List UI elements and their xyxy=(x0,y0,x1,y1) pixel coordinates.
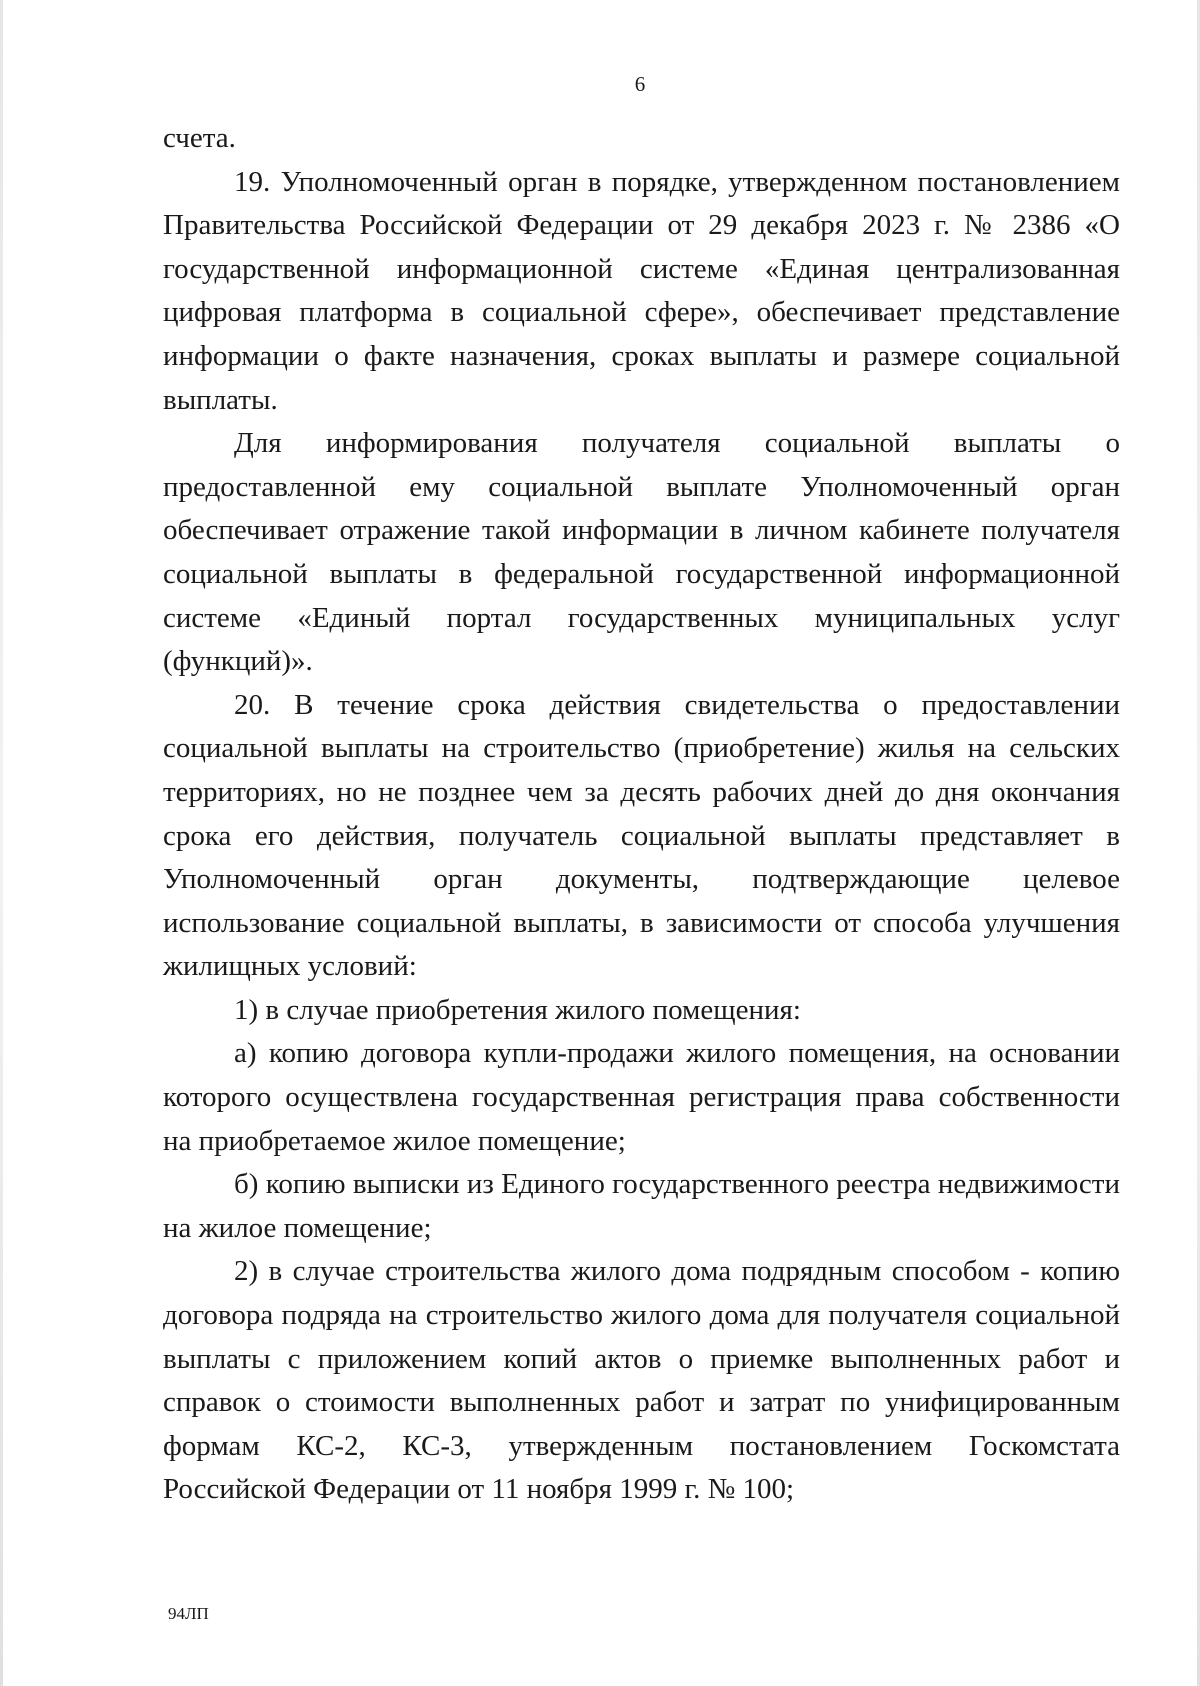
paragraph-subitem-1a: а) копию договора купли-продажи жилого помещения, на основании которого осуществлена государственная регистрация права собственности на приобретаемое жилое помещение; xyxy=(163,1037,1120,1157)
document-body xyxy=(163,117,1120,1512)
paragraph-subitem-1: 1) в случае приобретения жилого помещения: xyxy=(234,993,801,1026)
footer-document-code: 94ЛП xyxy=(168,1604,209,1623)
paragraph-continuation: счета. xyxy=(163,122,236,154)
scan-edge-left xyxy=(0,0,3,1686)
paragraph-subitem-2: 2) в случае строительства жилого дома подрядным способом - копию договора подряда на строительство жилого дома для получателя социальной выплаты с приложением копий актов о приемке выполненных работ и справок о стоимости выполненных работ и затрат по унифицированным формам КС-2, КС-3, утвержденным постановлением Госкомстата Российской Федерации от 11 ноября 1999 г. № 100; xyxy=(163,1255,1120,1506)
paragraph-item-20: 20. В течение срока действия свидетельства о предоставлении социальной выплаты на строительство (приобретение) жилья на сельских территориях, но не позднее чем за десять рабочих дней до дня окончания срока его действия, получатель социальной выплаты представляет в Уполномоченный орган документы, подтверждающие целевое использование социальной выплаты, в зависимости от способа улучшения жилищных условий: xyxy=(163,688,1120,983)
paragraph-subitem-1b: б) копию выписки из Единого государственного реестра недвижимости на жилое помещение; xyxy=(163,1168,1120,1244)
page-number: 6 xyxy=(634,72,646,96)
paragraph-item-19: 19. Уполномоченный орган в порядке, утвержденном постановлением Правительства Российской Федерации от 29 декабря 2023 г. № 2386 «О государственной информационной системе «Единая централизованная цифровая платформа в социальной сфере», обеспечивает представление информации о факте назначения, сроках выплаты и размере социальной выплаты. xyxy=(163,165,1120,416)
paragraph-informing: Для информирования получателя социальной выплаты о предоставленной ему социальной выплате Уполномоченный орган обеспечивает отражение такой информации в личном кабинете получателя социальной выплаты в федеральной государственной информационной системе «Единый портал государственных муниципальных услуг (функций)». xyxy=(163,427,1120,678)
